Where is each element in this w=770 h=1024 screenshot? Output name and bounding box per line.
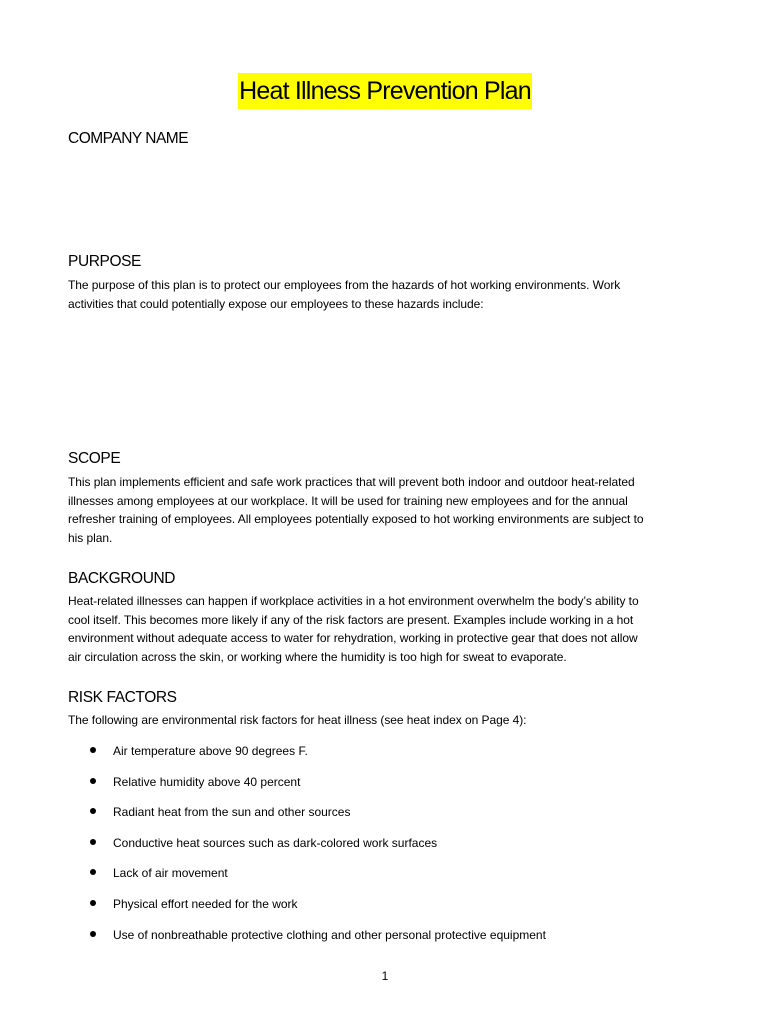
background-line: cool itself. This becomes more likely if any of the risk factors are present. Examples include working in a hot	[68, 612, 634, 627]
purpose-heading: PURPOSE	[68, 253, 141, 270]
scope-line: his plan.	[68, 530, 113, 545]
bullet-icon	[90, 747, 96, 753]
scope-heading: SCOPE	[68, 450, 121, 467]
list-item-text: Lack of air movement	[113, 866, 228, 881]
background-line: air circulation across the skin, or working where the humidity is too high for sweat to evaporate.	[68, 649, 567, 664]
list-item-text: Conductive heat sources such as dark-colored work surfaces	[113, 835, 438, 850]
title-container	[0, 73, 770, 109]
list-item-text: Relative humidity above 40 percent	[113, 774, 301, 789]
list-item	[68, 926, 546, 957]
list-item-text: Physical effort needed for the work	[113, 896, 298, 911]
list-item	[68, 803, 546, 834]
risk-factors-intro: The following are environmental risk factors for heat illness (see heat index on Page 4):	[68, 713, 527, 727]
bullet-icon	[90, 869, 96, 875]
list-item-text: Use of nonbreathable protective clothing and other personal protective equipment	[113, 927, 546, 942]
bullet-icon	[90, 778, 96, 784]
purpose-line: activities that could potentially expose our employees to these hazards include:	[68, 296, 484, 311]
list-item	[68, 895, 546, 926]
purpose-line: The purpose of this plan is to protect our employees from the hazards of hot working environments. Work	[68, 278, 621, 292]
bullet-icon	[90, 900, 96, 906]
purpose-paragraph	[68, 276, 708, 313]
bullet-icon	[90, 839, 96, 845]
list-item	[68, 742, 546, 773]
scope-line: This plan implements efficient and safe work practices that will prevent both indoor and outdoor heat-related	[68, 475, 635, 489]
list-item	[68, 864, 546, 895]
list-item	[68, 834, 546, 865]
scope-line: illnesses among employees at our workplace. It will be used for training new employees and for the annual	[68, 493, 628, 508]
risk-factors-heading: RISK FACTORS	[68, 689, 177, 706]
risk-factors-list	[68, 742, 546, 956]
page-number: 1	[381, 969, 389, 983]
background-line: environment without adequate access to water for rehydration, working in protective gear that does not allow	[68, 631, 638, 646]
bullet-icon	[90, 931, 96, 937]
list-item	[68, 773, 546, 804]
background-paragraph	[68, 592, 708, 666]
background-heading: BACKGROUND	[68, 570, 176, 587]
scope-paragraph	[68, 473, 708, 547]
background-line: Heat-related illnesses can happen if workplace activities in a hot environment overwhelm the body’s ability to	[68, 594, 639, 608]
bullet-icon	[90, 808, 96, 814]
scope-line: refresher training of employees. All employees potentially exposed to hot working environments are subject to	[68, 512, 644, 527]
document-title: Heat Illness Prevention Plan	[238, 73, 532, 109]
list-item-text: Air temperature above 90 degrees F.	[113, 744, 308, 758]
company-name: COMPANY NAME	[68, 130, 189, 147]
list-item-text: Radiant heat from the sun and other sources	[113, 805, 351, 820]
